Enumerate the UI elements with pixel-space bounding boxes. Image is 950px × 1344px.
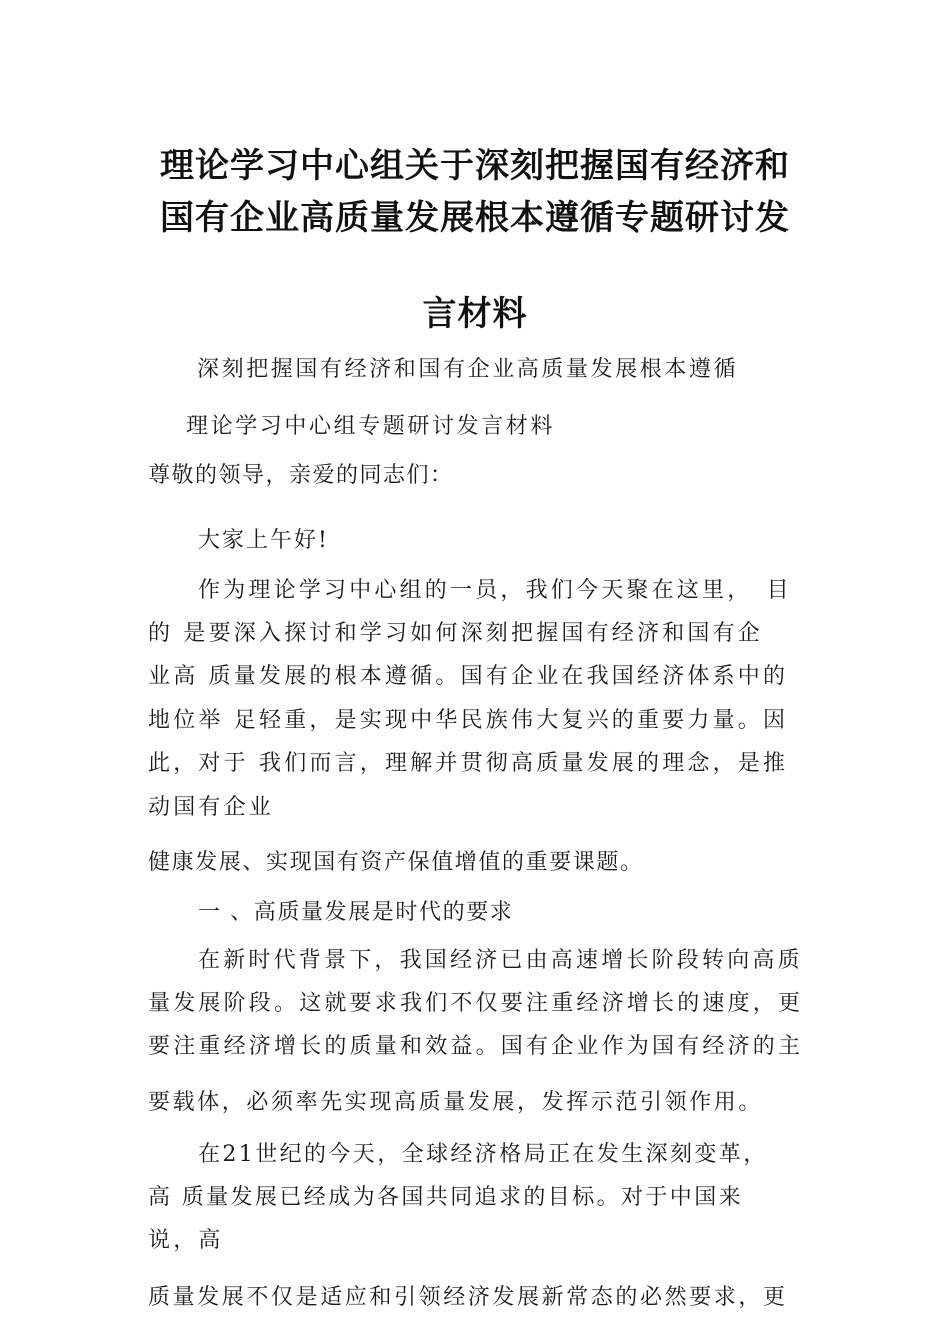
title-line-1: 理论学习中心组关于深刻把握国有经济和 <box>160 146 790 186</box>
paragraph-1-line: 作为理论学习中心组的一员，我们今天聚在这里， 目 <box>198 578 792 603</box>
paragraph-3-line: 高 质量发展已经成为各国共同追求的目标。对于中国来 <box>148 1185 743 1210</box>
title-line-2: 国有企业高质量发展根本遵循专题研讨发 <box>160 198 790 238</box>
paragraph-1-line: 动国有企业 <box>148 795 275 820</box>
paragraph-2-line: 量发展阶段。这就要求我们不仅要注重经济增长的速度，更 <box>148 991 804 1016</box>
paragraph-1-line: 的 是要深入探讨和学习如何深刻把握国有经济和国有企 <box>148 621 763 646</box>
paragraph-2-line: 在新时代背景下，我国经济已由高速增长阶段转向高质 <box>198 948 803 973</box>
subtitle-2: 理论学习中心组专题研讨发言材料 <box>186 414 556 439</box>
title-line-3: 言材料 <box>422 294 528 334</box>
paragraph-2-line: 要载体，必须率先实现高质量发展，发挥示范引领作用。 <box>148 1090 764 1115</box>
paragraph-1-tail: 健康发展、实现国有资产保值增值的重要课题。 <box>148 850 644 875</box>
paragraph-1-line: 此，对于 我们而言，理解并贯彻高质量发展的理念，是推 <box>148 751 789 776</box>
subtitle-1: 深刻把握国有经济和国有企业高质量发展根本遵循 <box>197 357 739 382</box>
greeting: 大家上午好! <box>198 528 329 553</box>
paragraph-2-line: 要注重经济增长的质量和效益。国有企业作为国有经济的主 <box>148 1034 804 1059</box>
paragraph-3-line: 在21世纪的今天，全球经济格局正在发生深刻变革， <box>198 1142 768 1167</box>
paragraph-3-tail: 质量发展不仅是适应和引领经济发展新常态的必然要求，更 <box>148 1285 788 1310</box>
salutation: 尊敬的领导，亲爱的同志们： <box>148 463 454 488</box>
paragraph-3-line: 说，高 <box>148 1228 224 1253</box>
section-1-heading: 一 、高质量发展是时代的要求 <box>198 900 514 925</box>
paragraph-1-line: 业高 质量发展的根本遵循。国有企业在我国经济体系中的 <box>148 664 789 689</box>
paragraph-1-line: 地位举 足轻重，是实现中华民族伟大复兴的重要力量。因 <box>148 708 789 733</box>
